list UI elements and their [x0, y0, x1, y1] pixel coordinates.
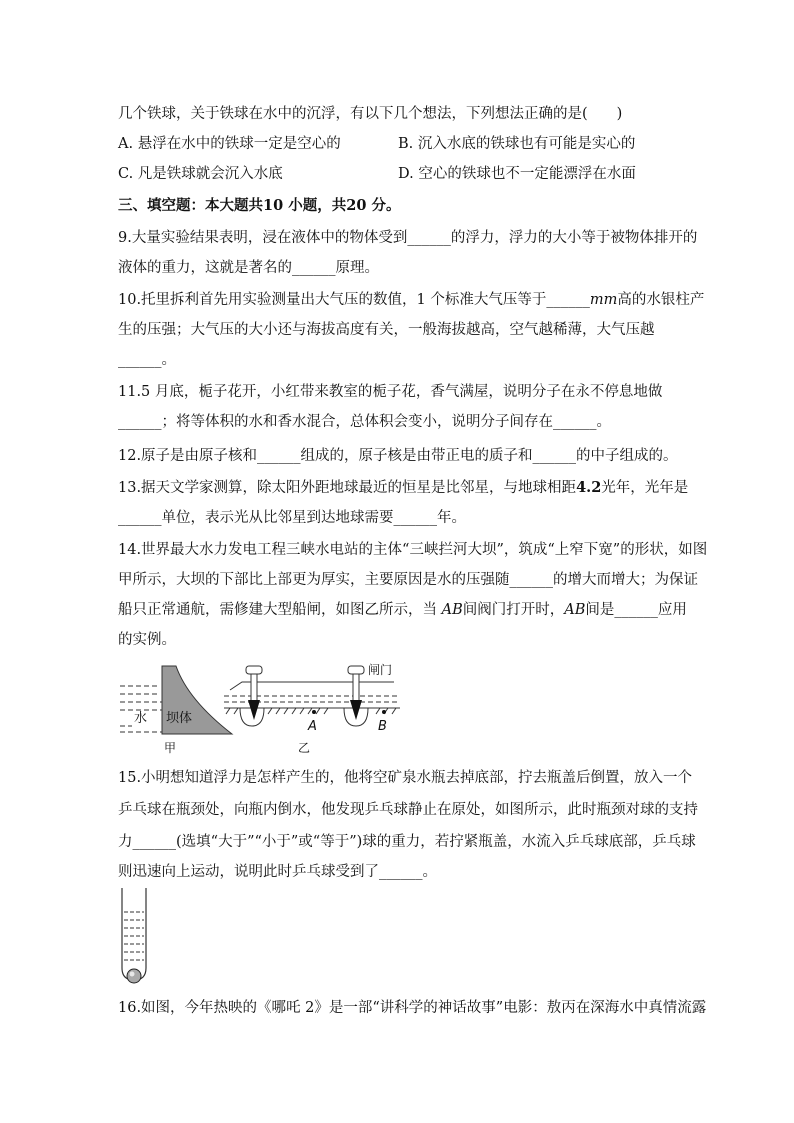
q11-line-2: ______；将等体积的水和香水混合，总体积会变小，说明分子间存在______。 [118, 414, 611, 430]
q15-line-2: 乒乓球在瓶颈处，向瓶内倒水，他发现乒乓球静止在原处，如图所示，此时瓶颈对球的支持 [118, 802, 698, 818]
q15-figure [116, 886, 152, 988]
label-b: B [378, 719, 387, 734]
q8-option-d: D. 空心的铁球也不一定能漂浮在水面 [398, 166, 636, 182]
label-yi: 乙 [298, 741, 311, 755]
q14-figure [118, 660, 418, 756]
q13-text-a: 13.据天文学家测算，除太阳外距地球最近的恒星是比邻星，与地球相距 [118, 480, 577, 496]
dam-figure [120, 666, 232, 755]
q15-line-3: 力______(选填“大于”“小于”或“等于”)球的重力，若拧紧瓶盖，水流入乒乓球底部，乒乓球 [118, 834, 696, 850]
q15-line-4: 则迅速向上运动，说明此时乒乓球受到了______。 [118, 864, 437, 880]
label-a: A [308, 719, 317, 734]
q13-distance: 4.2 [576, 479, 602, 496]
q10-line-2: 生的压强；大气压的大小还与海拔高度有关，一般海拔越高，空气越稀薄，大气压越 [118, 322, 655, 338]
q12-line-1: 12.原子是由原子核和______组成的，原子核是由带正电的质子和______的中子组成的。 [118, 448, 678, 464]
q14-line-1: 14.世界最大水力发电工程三峡水电站的主体“三峡拦河大坝”，筑成“上窄下宽”的形状，如图 [118, 542, 708, 558]
q10-text-b: 高的水银柱产 [617, 292, 705, 308]
q14-ab-2: AB [564, 602, 586, 618]
q14-line-3 [118, 600, 687, 620]
q10-text-a: 10.托里拆利首先用实验测量出大气压的数值，1 个标准大气压等于______ [118, 292, 590, 308]
section-heading: 三、填空题：本大题共10 小题，共20 分。 [118, 197, 401, 214]
bottle-water-lines [124, 912, 144, 960]
ball-highlight [130, 972, 135, 977]
q14-ab-1: AB [441, 602, 463, 618]
q8-option-a: A. 悬浮在水中的铁球一定是空心的 [118, 136, 341, 152]
point-b-dot [382, 710, 386, 714]
label-water: 水 [134, 711, 148, 726]
q10-line-3: ______。 [118, 352, 176, 368]
q11-line-1: 11.5 月底，栀子花开，小红带来教室的栀子花，香气满屋，说明分子在永不停息地做 [118, 384, 663, 400]
point-a-dot [312, 710, 316, 714]
q13-line-1 [118, 478, 688, 498]
label-gate: 闸门 [368, 663, 393, 677]
q14-text-a: 船只正常通航，需修建大型船闸，如图乙所示，当 [118, 602, 437, 618]
q8-option-b: B. 沉入水底的铁球也有可能是实心的 [398, 136, 636, 152]
q8-option-c: C. 凡是铁球就会沉入水底 [118, 166, 283, 182]
gate-2-valve [350, 700, 362, 720]
upstream-bank [230, 682, 252, 690]
q14-text-e: 间是______应用 [585, 602, 687, 618]
label-jia: 甲 [164, 741, 177, 755]
ping-pong-ball [127, 969, 141, 983]
q10-line-1 [118, 290, 704, 310]
q9-line-1: 9.大量实验结果表明，浸在液体中的物体受到______的浮力，浮力的大小等于被物体排开的 [118, 230, 698, 246]
q14-line-4: 的实例。 [118, 632, 176, 648]
q9-line-2: 液体的重力，这就是著名的______原理。 [118, 260, 379, 276]
q13-text-c: 光年，光年是 [601, 480, 689, 496]
q16-line-1: 16.如图，今年热映的《哪吒 2》是一部“讲科学的神话故事”电影：敖丙在深海水中真情流露 [118, 1000, 707, 1016]
lock-figure [224, 662, 400, 755]
q14-line-2: 甲所示，大坝的下部比上部更为厚实，主要原因是水的压强随______的增大而增大；为保证 [118, 572, 698, 588]
q14-text-c: 间阀门打开时， [462, 602, 565, 618]
gate-1-handle [246, 666, 262, 674]
gate-2-handle [348, 666, 364, 674]
label-dam: 坝体 [166, 711, 193, 726]
q8-stem: 几个铁球，关于铁球在水中的沉浮，有以下几个想法，下列想法正确的是( ) [118, 106, 623, 122]
gate-1-valve [248, 700, 260, 720]
q13-line-2: ______单位，表示光从比邻星到达地球需要______年。 [118, 510, 466, 526]
q15-line-1: 15.小明想知道浮力是怎样产生的，他将空矿泉水瓶去掉底部，拧去瓶盖后倒置，放入一个 [118, 770, 693, 786]
q10-unit: mm [589, 292, 618, 308]
